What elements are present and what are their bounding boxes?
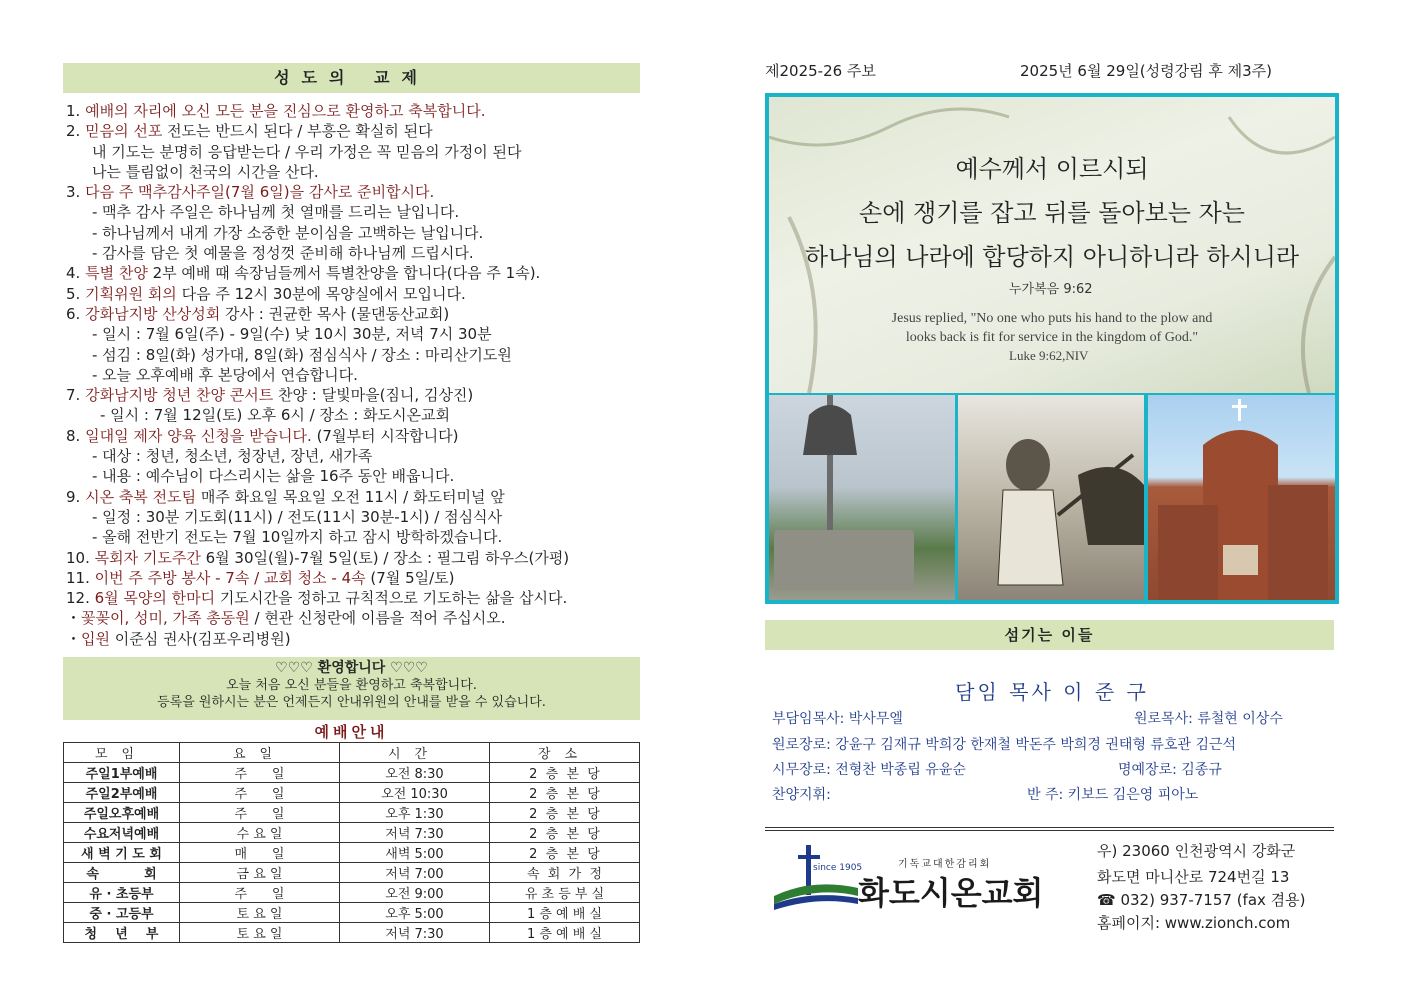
address-line-1: 우) 23060 인천광역시 강화군 [1097, 842, 1296, 860]
homepage-link[interactable]: 홈페이지: www.zionch.com [1097, 914, 1291, 932]
double-rule-divider [765, 827, 1334, 831]
news-number: 7. [66, 386, 86, 405]
cell-meeting: 주일2부예배 [64, 783, 180, 803]
news-text: 나는 틀림없이 천국의 시간을 산다. [92, 162, 319, 181]
news-highlight: 일대일 제자 양육 신청을 받습니다. [85, 426, 312, 445]
news-line [66, 162, 646, 182]
news-text: 이준심 권사(김포우리병원) [110, 629, 291, 648]
news-line [66, 182, 646, 202]
church-icon [1148, 395, 1335, 600]
news-number: 6. [66, 304, 86, 323]
accompanists: 반 주: 키보드 김은영 피아노 [1027, 787, 1199, 803]
news-line [66, 284, 646, 304]
news-highlight: 이번 주 주방 봉사 - 7속 / 교회 청소 - 4속 [94, 568, 366, 587]
worship-schedule-table [63, 742, 640, 943]
news-line [66, 446, 646, 466]
news-line [66, 385, 646, 405]
cell-meeting: 주일오후예배 [64, 803, 180, 823]
col-header-meeting: 모임 [64, 743, 180, 763]
cell-place: 속 회 가 정 [490, 863, 640, 883]
news-text: 내 기도는 분명히 응답받는다 / 우리 가정은 꼭 믿음의 가정이 된다 [92, 142, 522, 161]
cell-time: 오전 8:30 [340, 763, 490, 783]
news-number: 1. [66, 102, 86, 120]
news-number: 10. [66, 548, 95, 567]
table-row [64, 883, 640, 903]
news-number: ・ [66, 629, 82, 648]
worship-guide-title: 예배안내 [314, 723, 389, 741]
cell-day: 수 요 일 [180, 823, 340, 843]
cell-time: 저녁 7:00 [340, 863, 490, 883]
news-text: - 일시 : 7월 6일(주) - 9일(수) 낮 10시 30분, 저녁 7시 30분 [92, 325, 492, 344]
verse-ko-line-3: 하나님의 나라에 합당하지 아니하니라 하시니라 [804, 243, 1300, 271]
news-line [66, 121, 646, 141]
news-highlight: 기획위원 회의 [85, 284, 177, 303]
cell-day: 토 요 일 [180, 923, 340, 943]
welcome-line-2: 등록을 원하시는 분은 언제든지 안내위원의 안내를 받을 수 있습니다. [157, 695, 546, 710]
cell-time: 오후 1:30 [340, 803, 490, 823]
news-line [66, 466, 646, 486]
news-number: 4. [66, 264, 86, 283]
welcome-box [63, 657, 640, 720]
church-name: 화도시온교회 [858, 874, 1044, 912]
issue-number: 제2025-26 주보 [765, 62, 876, 80]
news-line [66, 608, 646, 628]
table-row [64, 903, 640, 923]
news-highlight: 강화남지방 산상성회 [85, 304, 221, 323]
plowman-engraving [958, 395, 1144, 600]
news-line [66, 304, 646, 324]
cell-place: 유 초 등 부 실 [490, 883, 640, 903]
plowman-icon [958, 395, 1144, 600]
cell-meeting: 새 벽 기 도 회 [64, 843, 180, 863]
news-number: ・ [66, 609, 82, 628]
verse-korean [769, 147, 1335, 279]
news-highlight: 6월 목양의 한마디 [94, 589, 216, 608]
verse-en-line-2: looks back is fit for service in the kingdom of God." [905, 330, 1199, 345]
cell-meeting: 중 · 고등부 [64, 903, 180, 923]
news-text: - 맥추 감사 주일은 하나님께 첫 열매를 드리는 날입니다. [92, 203, 460, 222]
news-line [66, 324, 646, 344]
news-line [66, 142, 646, 162]
cell-place: 2 층 본 당 [490, 843, 640, 863]
col-header-place: 장소 [490, 743, 640, 763]
section-title-fellowship: 성도의 교제 [63, 63, 640, 93]
news-number: 5. [66, 284, 86, 303]
cell-place: 2 층 본 당 [490, 823, 640, 843]
news-text: / 현관 신청란에 이름을 적어 주십시오. [249, 609, 506, 628]
news-highlight: 믿음의 선포 [85, 122, 163, 141]
table-row [64, 823, 640, 843]
news-highlight: 꽃꽂이, 성미, 가족 총동원 [81, 609, 250, 628]
verse-ko-line-1: 예수께서 이르시되 [955, 155, 1149, 183]
news-number: 2. [66, 122, 86, 141]
cell-meeting: 속 회 [64, 863, 180, 883]
cell-time: 저녁 7:30 [340, 923, 490, 943]
col-header-day: 요일 [180, 743, 340, 763]
news-text: - 일정 : 30분 기도회(11시) / 전도(11시 30분-1시) / 점심식사 [92, 507, 503, 526]
cell-time: 새벽 5:00 [340, 843, 490, 863]
cell-meeting: 수요저녁예배 [64, 823, 180, 843]
bulletin-date: 2025년 6월 29일(성령강림 후 제3주) [1020, 62, 1273, 80]
bell-icon [769, 395, 955, 600]
table-row [64, 803, 640, 823]
cell-time: 저녁 7:30 [340, 823, 490, 843]
cell-place: 1 층 예 배 실 [490, 923, 640, 943]
news-text: 매주 화요일 목요일 오전 11시 / 화도터미널 앞 [196, 487, 505, 506]
news-line [66, 345, 646, 365]
news-line [66, 487, 646, 507]
news-line [66, 365, 646, 385]
news-line [66, 243, 646, 263]
news-text: - 섬김 : 8일(화) 성가대, 8일(화) 점심식사 / 장소 : 마리산기도원 [92, 345, 512, 364]
news-line [66, 101, 646, 121]
cell-day: 매 일 [180, 843, 340, 863]
emeritus-elders: 원로장로: 강윤구 김재규 박희강 한재철 박돈주 박희경 권태형 류호관 김근석 [772, 737, 1237, 753]
news-text: (7월부터 시작합니다) [311, 426, 459, 445]
news-highlight: 특별 찬양 [85, 264, 148, 283]
news-line [66, 548, 646, 568]
cell-place: 2 층 본 당 [490, 783, 640, 803]
news-number: 9. [66, 487, 86, 506]
section-title-servants: 섬기는 이들 [765, 620, 1334, 650]
news-text: (7월 5일/토) [365, 568, 455, 587]
news-text: - 일시 : 7월 12일(토) 오후 6시 / 장소 : 화도시온교회 [100, 406, 450, 425]
col-header-time: 시간 [340, 743, 490, 763]
news-text: 강사 : 권균한 목사 (물댄동산교회) [220, 304, 450, 323]
news-text: - 대상 : 청년, 청소년, 청장년, 장년, 새가족 [92, 447, 373, 466]
cell-day: 주 일 [180, 763, 340, 783]
cell-day: 금 요 일 [180, 863, 340, 883]
cell-day: 주 일 [180, 803, 340, 823]
news-line [66, 527, 646, 547]
church-building-photo [1148, 395, 1335, 600]
cell-day: 주 일 [180, 783, 340, 803]
cell-time: 오전 9:00 [340, 883, 490, 903]
news-line [66, 588, 646, 608]
news-text: - 감사를 담은 첫 예물을 정성껏 준비해 하나님께 드립시다. [92, 244, 474, 263]
news-number: 3. [66, 183, 86, 202]
emeritus-pastors: 원로목사: 류철현 이상수 [1134, 711, 1283, 727]
cover-image-frame [765, 93, 1339, 604]
news-text: - 올해 전반기 전도는 7월 10일까지 하고 잠시 방학하겠습니다. [92, 528, 503, 547]
welcome-line-1: 오늘 처음 오신 분들을 환영하고 축복합니다. [226, 678, 477, 693]
news-number: 12. [66, 589, 95, 608]
cell-place: 1 층 예 배 실 [490, 903, 640, 923]
cell-place: 2 층 본 당 [490, 763, 640, 783]
news-line [66, 202, 646, 222]
news-text: 기도시간을 정하고 규칙적으로 기도하는 삶을 삽시다. [215, 589, 568, 608]
news-line [66, 426, 646, 446]
cell-place: 2 층 본 당 [490, 803, 640, 823]
news-highlight: 목회자 기도주간 [94, 548, 201, 567]
news-line [66, 629, 646, 649]
verse-ko-line-2: 손에 쟁기를 잡고 뒤를 돌아보는 자는 [859, 199, 1245, 227]
news-number: 11. [66, 568, 95, 587]
news-text: - 하나님께서 내게 가장 소중한 분이심을 고백하는 날입니다. [92, 223, 484, 242]
news-text: - 오늘 오후예배 후 본당에서 연습합니다. [92, 365, 358, 384]
news-text: - 내용 : 예수님이 다스리시는 삶을 16주 동안 배웁니다. [92, 467, 455, 486]
news-highlight: 시온 축복 전도팀 [85, 487, 197, 506]
honorary-elders: 명예장로: 김종규 [1118, 762, 1222, 778]
news-line [66, 405, 646, 425]
news-text: 찬양 : 달빛마을(짐니, 김상진) [273, 386, 474, 405]
table-row [64, 763, 640, 783]
cell-meeting: 주일1부예배 [64, 763, 180, 783]
news-line [66, 223, 646, 243]
news-highlight: 강화남지방 청년 찬양 콘서트 [85, 386, 274, 405]
verse-en-line-1: Jesus replied, "No one who puts his hand to the plow and [891, 311, 1213, 326]
active-elders: 시무장로: 전형찬 박종립 유윤순 [772, 762, 966, 778]
news-text: 전도는 반드시 된다 / 부흥은 확실히 된다 [162, 122, 433, 141]
news-number: 8. [66, 426, 86, 445]
news-highlight: 다음 주 맥추감사주일(7월 6일)을 감사로 준비합시다. [85, 183, 435, 202]
table-row [64, 843, 640, 863]
denomination-name: 기독교대한감리회 [898, 859, 992, 870]
news-text: 6월 30일(월)-7월 5일(토) / 장소 : 필그림 하우스(가평) [200, 548, 570, 567]
verse-english [769, 309, 1335, 347]
cell-meeting: 유 · 초등부 [64, 883, 180, 903]
welcome-title: ♡♡♡ 환영합니다 ♡♡♡ [275, 660, 428, 676]
news-line [66, 263, 646, 283]
news-line [66, 507, 646, 527]
table-row [64, 863, 640, 883]
news-highlight: 입원 [81, 629, 110, 648]
associate-pastor: 부담임목사: 박사무엘 [772, 711, 903, 727]
table-row [64, 783, 640, 803]
choir-conductor: 찬양지휘: [772, 787, 831, 803]
table-header-row [64, 743, 640, 763]
news-highlight: 예배의 자리에 오신 모든 분을 진심으로 환영하고 축복합니다. [85, 102, 486, 120]
news-list [66, 101, 646, 649]
scripture-image [769, 97, 1335, 393]
news-line [66, 568, 646, 588]
senior-pastor: 담임 목사 이 준 구 [955, 680, 1149, 704]
verse-english-reference: Luke 9:62,NIV [1009, 348, 1089, 363]
address-line-2: 화도면 마니산로 724번길 13 [1097, 868, 1290, 886]
cell-meeting: 청 년 부 [64, 923, 180, 943]
news-text: 2부 예배 때 속장님들께서 특별찬양을 합니다(다음 주 1속). [147, 264, 541, 283]
bell-monument-photo [769, 395, 955, 600]
logo-since: since 1905 [813, 863, 863, 873]
table-row [64, 923, 640, 943]
phone-fax: ☎ 032) 937-7157 (fax 겸용) [1097, 891, 1306, 909]
logo-wave-icon [772, 878, 860, 910]
cell-time: 오후 5:00 [340, 903, 490, 923]
cell-day: 주 일 [180, 883, 340, 903]
cell-day: 토 요 일 [180, 903, 340, 923]
cell-time: 오전 10:30 [340, 783, 490, 803]
news-text: 다음 주 12시 30분에 목양실에서 모입니다. [176, 284, 466, 303]
verse-reference: 누가복음 9:62 [1009, 282, 1093, 297]
